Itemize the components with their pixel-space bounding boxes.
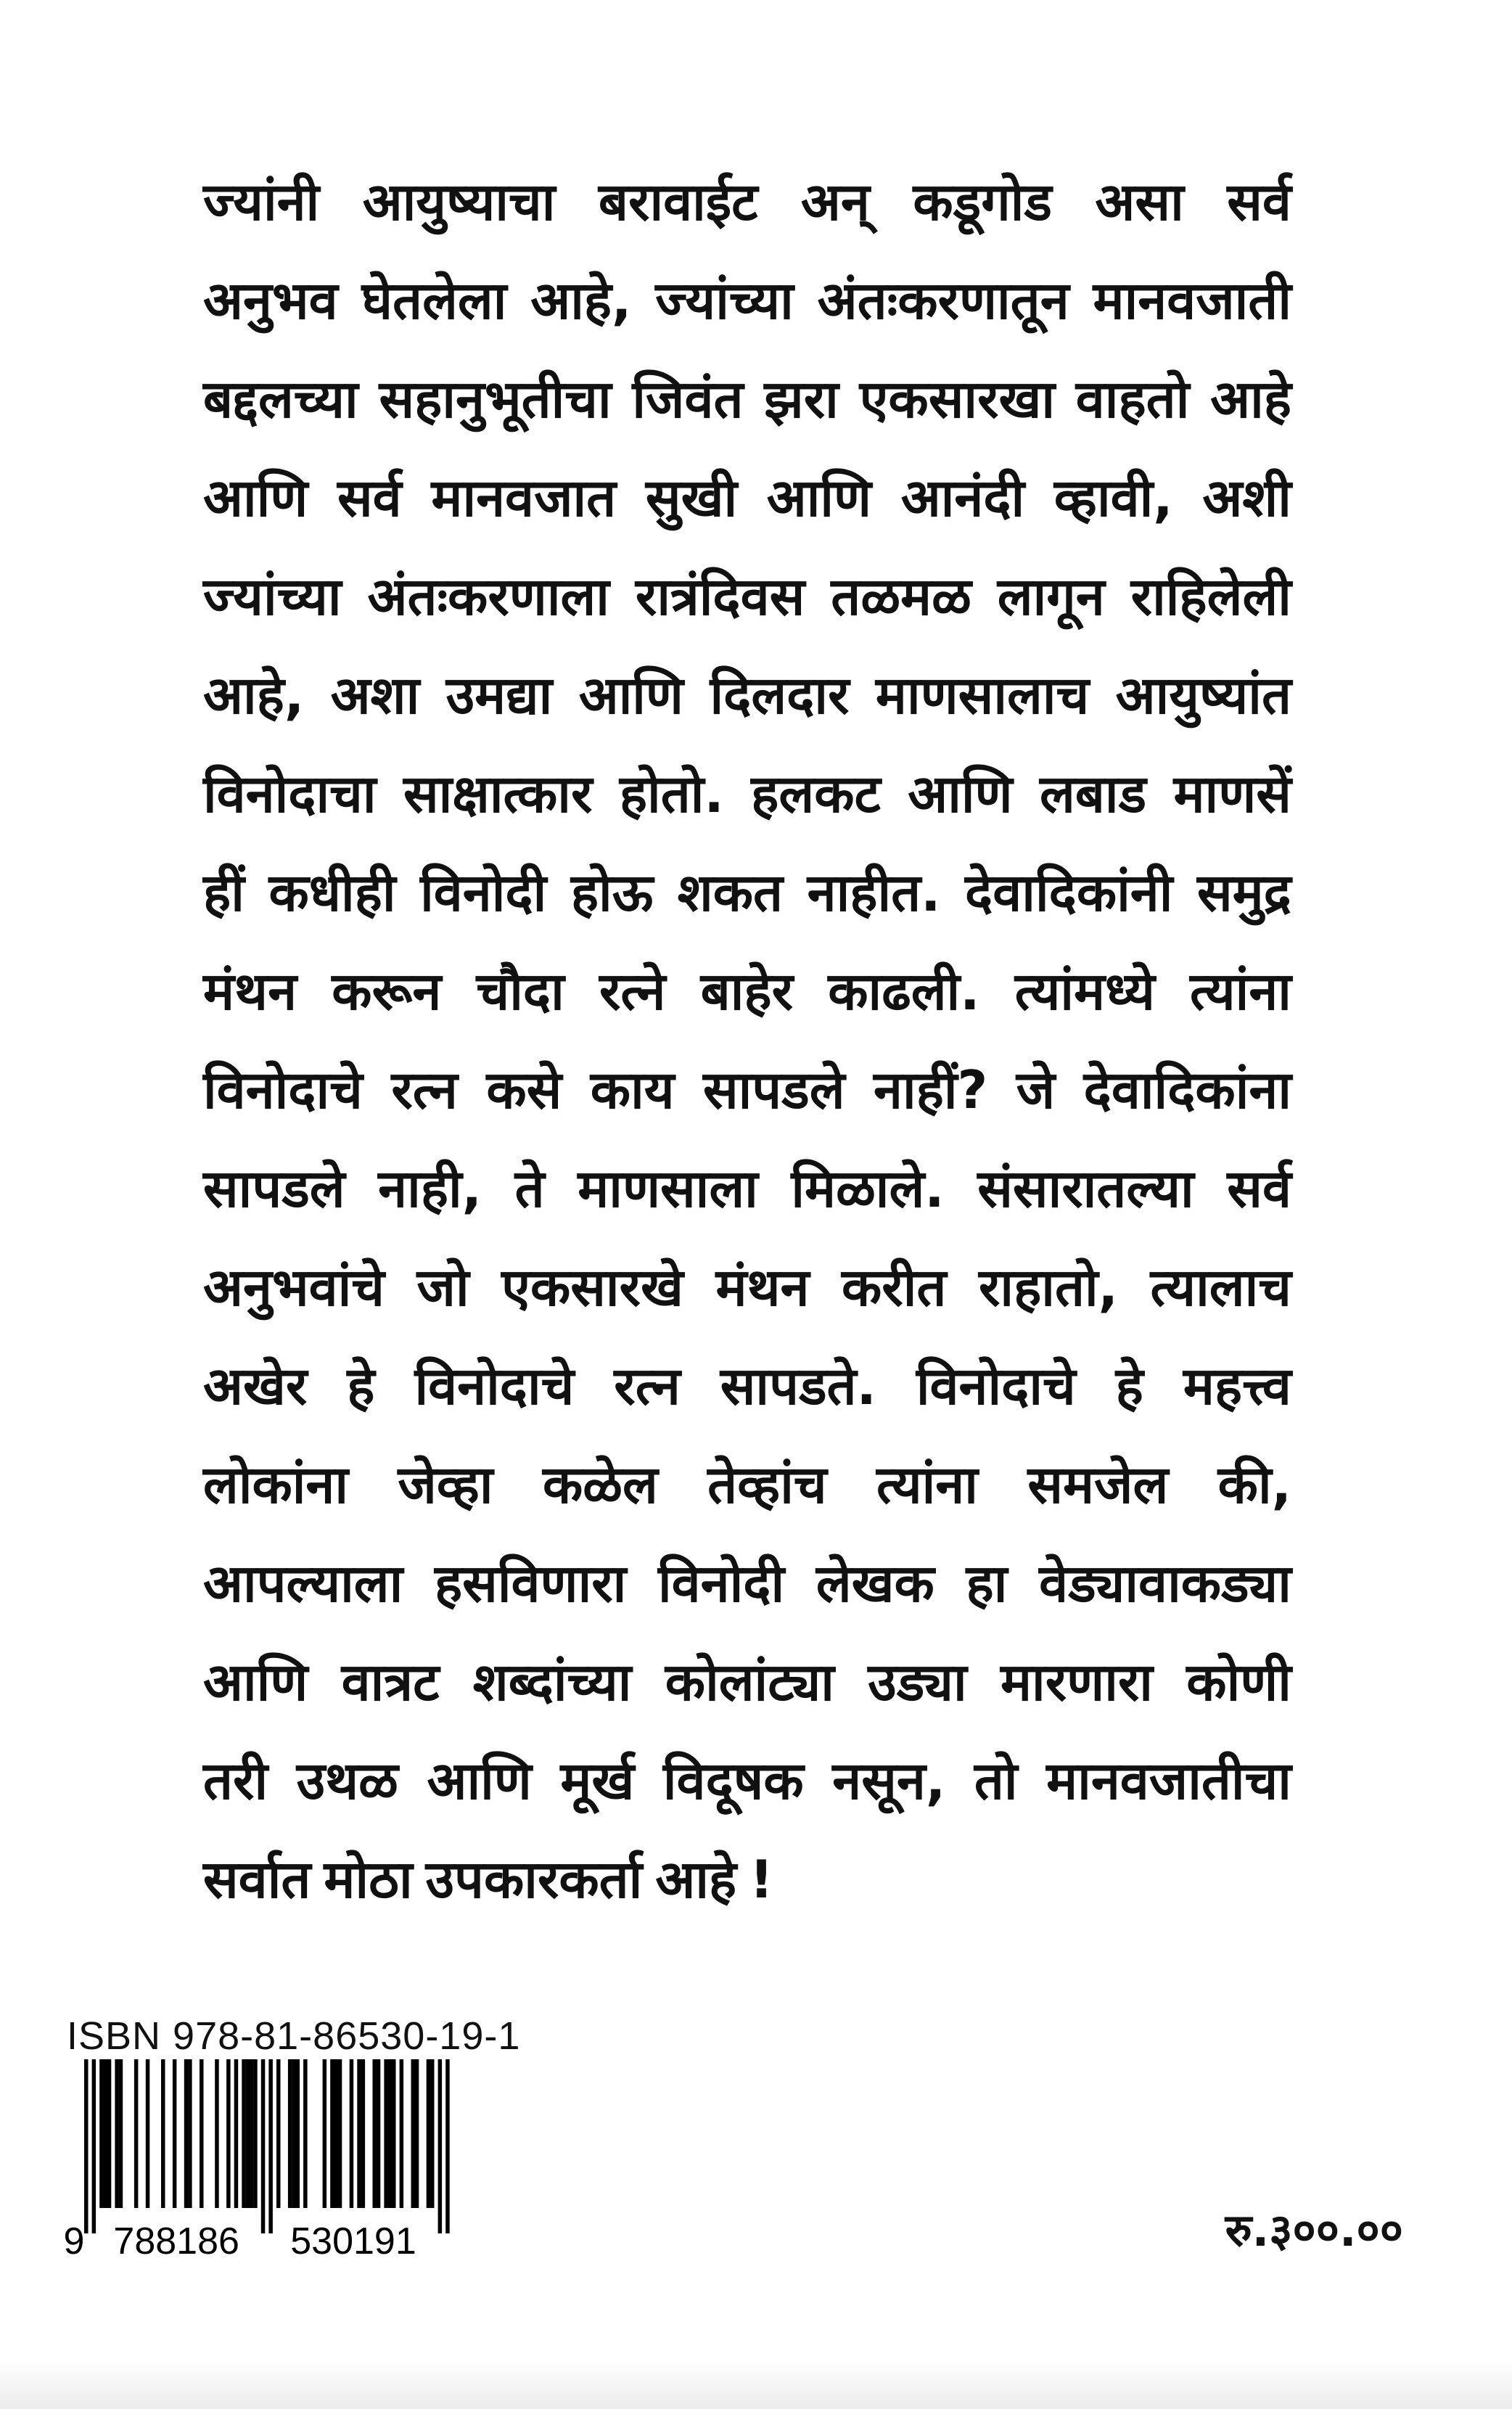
blurb-word: आपल्याला (203, 1553, 403, 1614)
blurb-word: कडूगोड (913, 171, 1052, 232)
blurb-word: वात्रट (341, 1651, 440, 1712)
blurb-line (203, 1534, 1291, 1633)
blurb-word: विनोदाचा (203, 763, 377, 824)
blurb-word: रत्ने (599, 961, 666, 1022)
blurb-word: सहानुभूतीचा (379, 369, 612, 430)
blurb-word: संसारातल्या (977, 1158, 1194, 1219)
blurb-word: हा (966, 1553, 1008, 1614)
blurb-word: अंतःकरणाला (367, 566, 609, 627)
blurb-line (203, 1830, 1291, 1929)
barcode-bar (242, 2059, 246, 2208)
barcode-bar (361, 2059, 366, 2208)
barcode-bar (161, 2059, 165, 2208)
blurb-line (203, 547, 1291, 646)
barcode-bar (296, 2059, 300, 2208)
blurb-word: हे (347, 1355, 375, 1416)
blurb-word: देवादिकांनी (965, 862, 1173, 923)
barcode-bar (184, 2059, 188, 2208)
blurb-word: राहातो, (978, 1257, 1118, 1318)
blurb-word: आणि (908, 763, 1013, 824)
blurb-word: देवादिकांना (1083, 1059, 1291, 1120)
blurb-word: होऊ (570, 862, 654, 923)
barcode-bar (276, 2059, 281, 2208)
blurb-word: लेखक (815, 1553, 934, 1614)
blurb-line (203, 646, 1291, 744)
blurb-line (203, 1041, 1291, 1139)
blurb-line (203, 1435, 1291, 1534)
blurb-word: कोलांट्या (665, 1651, 834, 1712)
blurb-word: वेड्यावाकड्या (1039, 1553, 1291, 1614)
blurb-line (203, 942, 1291, 1041)
blurb-word: कळेल (542, 1454, 658, 1515)
blurb-word: त्यांमध्ये (1014, 961, 1155, 1022)
blurb-word: हलकट (751, 763, 881, 824)
blurb-word: नाही, (378, 1158, 482, 1219)
blurb-word: रत्न (614, 1355, 681, 1416)
barcode-bar (92, 2059, 96, 2233)
blurb-word: रात्रंदिवस (635, 566, 805, 627)
barcode-bar (373, 2059, 377, 2208)
blurb-word: आणि (578, 665, 683, 726)
barcode-bar (445, 2059, 450, 2233)
blurb-word: राहिलेली (1130, 566, 1291, 627)
blurb-word: आणि (766, 467, 872, 528)
barcode-bar (188, 2059, 192, 2208)
barcode-bar (99, 2059, 104, 2208)
barcode-bar (134, 2059, 139, 2208)
barcode-bar (246, 2059, 250, 2208)
blurb-word: उथळ (296, 1750, 398, 1811)
blurb-word: झरा (764, 369, 839, 430)
blurb-word: उड्या (868, 1651, 967, 1712)
barcode-bar (334, 2059, 339, 2208)
blurb-word: चौदा (476, 961, 564, 1022)
blurb-word: अशा (330, 665, 420, 726)
blurb-word: बद्दलच्या (203, 369, 358, 430)
blurb-word: आनंदी (900, 467, 1025, 528)
blurb-word: दिलदार (710, 665, 850, 726)
barcode-bar (400, 2059, 404, 2208)
blurb-word: घेतलेला (361, 270, 507, 331)
barcode-bar (173, 2059, 177, 2208)
blurb-word: ज्यांनी (203, 171, 320, 232)
blurb-word: लागून (997, 566, 1105, 627)
blurb-word: बाहेर (700, 961, 794, 1022)
blurb-word: अशी (1202, 467, 1291, 528)
blurb-word: तो (974, 1750, 1018, 1811)
blurb-word: मानवजाती (1093, 270, 1291, 331)
barcode-bar (350, 2059, 354, 2208)
blurb-word: आणि (203, 467, 308, 528)
blurb-word: करीत (842, 1257, 947, 1318)
blurb-word: कोणी (1186, 1651, 1291, 1712)
blurb-word: उमद्या (445, 665, 553, 726)
barcode-bar (234, 2059, 239, 2208)
blurb-word: तेव्हांच (707, 1454, 827, 1515)
blurb-word: आणि (427, 1750, 532, 1811)
blurb-word: ज्यांच्या (655, 270, 794, 331)
barcode-bar (377, 2059, 381, 2208)
blurb-word: अनुभव (203, 270, 338, 331)
blurb-word: हे (1115, 1355, 1143, 1416)
blurb-word: त्यांना (1190, 961, 1291, 1022)
blurb-word: मिळाले. (791, 1158, 945, 1219)
blurb-word: साक्षात्कार (403, 763, 593, 824)
blurb-word: की, (1217, 1454, 1291, 1515)
barcode-bar (107, 2059, 112, 2208)
blurb-word: माणसें (1173, 763, 1291, 824)
blurb-word: तरी (203, 1750, 268, 1811)
blurb-word: सापडले (203, 1158, 345, 1219)
barcode-bar (84, 2059, 89, 2233)
barcode-bar (104, 2059, 108, 2208)
barcode-bar (119, 2059, 123, 2208)
blurb-word: हसविणारा (434, 1553, 627, 1614)
blurb-word: जे (1016, 1059, 1056, 1120)
barcode-bar (438, 2059, 443, 2233)
blurb-word: विनोदी (658, 1553, 785, 1614)
blurb-word: सापडले (702, 1059, 845, 1120)
blurb-word: मोठा (324, 1849, 413, 1910)
barcode-bar (303, 2059, 308, 2208)
blurb-word: महत्त्व (1183, 1355, 1291, 1416)
blurb-word: माणसाला (578, 1158, 758, 1219)
barcode-bar (288, 2059, 292, 2208)
blurb-word: करून (332, 961, 442, 1022)
blurb-word: मानवजात (431, 467, 617, 528)
blurb-line (203, 1633, 1291, 1731)
blurb-word: लोकांना (203, 1454, 349, 1515)
blurb-word: जिवंत (632, 369, 744, 430)
barcode-bar (268, 2059, 273, 2233)
blurb-word: विनोदाचे (203, 1059, 363, 1120)
blurb-line (203, 448, 1291, 547)
blurb-line (203, 350, 1291, 448)
blurb-word: समजेल (1027, 1454, 1169, 1515)
blurb-word: ज्यांच्या (203, 566, 342, 627)
blurb-line (203, 1139, 1291, 1238)
blurb-text (203, 152, 1291, 1929)
barcode-bar (250, 2059, 254, 2208)
blurb-word: सर्व (1227, 171, 1291, 232)
barcode-bar (411, 2059, 416, 2208)
blurb-line (203, 251, 1291, 350)
barcode-bar (292, 2059, 296, 2208)
blurb-word: आहे (1210, 369, 1291, 430)
blurb-line (203, 843, 1291, 942)
blurb-word: असा (1095, 171, 1184, 232)
blurb-word: ! (749, 1849, 773, 1910)
blurb-word: शकत (677, 862, 784, 923)
blurb-word: नाहीं? (874, 1059, 988, 1120)
barcode-bar (427, 2059, 431, 2208)
barcode-bar (200, 2059, 204, 2208)
blurb-word: सुखी (645, 467, 738, 528)
barcode-digits: 530191 (290, 2220, 416, 2262)
barcode-digits: 788186 (113, 2220, 239, 2262)
blurb-word: जो (416, 1257, 469, 1318)
barcode-bar (323, 2059, 327, 2208)
barcode-bar (430, 2059, 435, 2208)
blurb-word: ते (514, 1158, 545, 1219)
blurb-word: मानवजातीचा (1046, 1750, 1291, 1811)
blurb-line (203, 1337, 1291, 1435)
blurb-word: विनोदाचे (414, 1355, 575, 1416)
barcode-bar (115, 2059, 119, 2208)
barcode-bar (338, 2059, 342, 2208)
barcode-bar (415, 2059, 419, 2208)
blurb-word: आहे (655, 1849, 737, 1910)
blurb-word: सर्व (337, 467, 402, 528)
blurb-word: काढली. (828, 961, 980, 1022)
barcode-digits: 9 (63, 2220, 85, 2262)
blurb-word: नसून, (832, 1750, 946, 1811)
barcode-bar (330, 2059, 334, 2208)
blurb-word: जेव्हा (398, 1454, 493, 1515)
blurb-line (203, 1731, 1291, 1830)
blurb-word: मारणारा (1001, 1651, 1153, 1712)
blurb-word: अनुभवांचे (203, 1257, 385, 1318)
blurb-word: बरावाईट (598, 171, 758, 232)
blurb-line (203, 152, 1291, 251)
blurb-word: एकसारखे (501, 1257, 683, 1318)
blurb-word: सर्व (1227, 1158, 1291, 1219)
blurb-word: विदूषक (662, 1750, 804, 1811)
blurb-word: त्यालाच (1150, 1257, 1291, 1318)
blurb-word: सर्वात (203, 1849, 311, 1910)
barcode-bar (388, 2059, 393, 2208)
blurb-word: व्हावी, (1053, 467, 1173, 528)
blurb-word: काय (590, 1059, 675, 1120)
blurb-word: मूर्ख (560, 1750, 635, 1811)
blurb-word: रत्न (391, 1059, 458, 1120)
blurb-word: आहे, (203, 665, 305, 726)
barcode-bar (357, 2059, 361, 2208)
blurb-word: लबाड (1039, 763, 1147, 824)
blurb-word: मंथन (203, 961, 297, 1022)
blurb-word: कधीही (268, 862, 396, 923)
blurb-word: तळमळ (831, 566, 971, 627)
blurb-word: एकसारखा (859, 369, 1056, 430)
blurb-word: कसे (486, 1059, 562, 1120)
blurb-word: समुद्र (1196, 862, 1291, 923)
blurb-word: आयुष्याचा (362, 171, 556, 232)
page-edge-decoration (0, 2358, 1512, 2409)
isbn-label: ISBN 978-81-86530-19-1 (67, 2014, 521, 2058)
blurb-word: विनोदी (420, 862, 547, 923)
blurb-word: शब्दांच्या (472, 1651, 632, 1712)
price-label: रु.३००.०० (1225, 2204, 1403, 2257)
blurb-word: आहे, (530, 270, 632, 331)
blurb-word: वाहतो (1075, 369, 1190, 430)
barcode-bar (215, 2059, 219, 2208)
blurb-word: विनोदाचे (916, 1355, 1076, 1416)
blurb-word: माणसालाच (875, 665, 1090, 726)
barcode-bar (392, 2059, 396, 2208)
blurb-word: सापडते. (720, 1355, 876, 1416)
blurb-word: आणि (203, 1651, 308, 1712)
barcode-bar (253, 2059, 258, 2208)
barcode-bar (226, 2059, 231, 2208)
barcode-bar (146, 2059, 150, 2208)
blurb-line (203, 744, 1291, 843)
barcode-bar (384, 2059, 388, 2208)
barcode-bar (261, 2059, 266, 2233)
blurb-word: अंतःकरणातून (817, 270, 1069, 331)
blurb-word: उपकारकर्ता (425, 1849, 643, 1910)
blurb-word: होतो. (619, 763, 724, 824)
blurb-word: अखेर (203, 1355, 308, 1416)
blurb-word: आयुष्यांत (1115, 665, 1291, 726)
blurb-word: नाहीत. (807, 862, 941, 923)
barcode (63, 2059, 517, 2262)
blurb-word: मंथन (715, 1257, 810, 1318)
blurb-line (203, 1238, 1291, 1337)
blurb-word: त्यांना (876, 1454, 978, 1515)
blurb-word: हीं (203, 862, 245, 923)
blurb-word: अन् (800, 171, 870, 232)
